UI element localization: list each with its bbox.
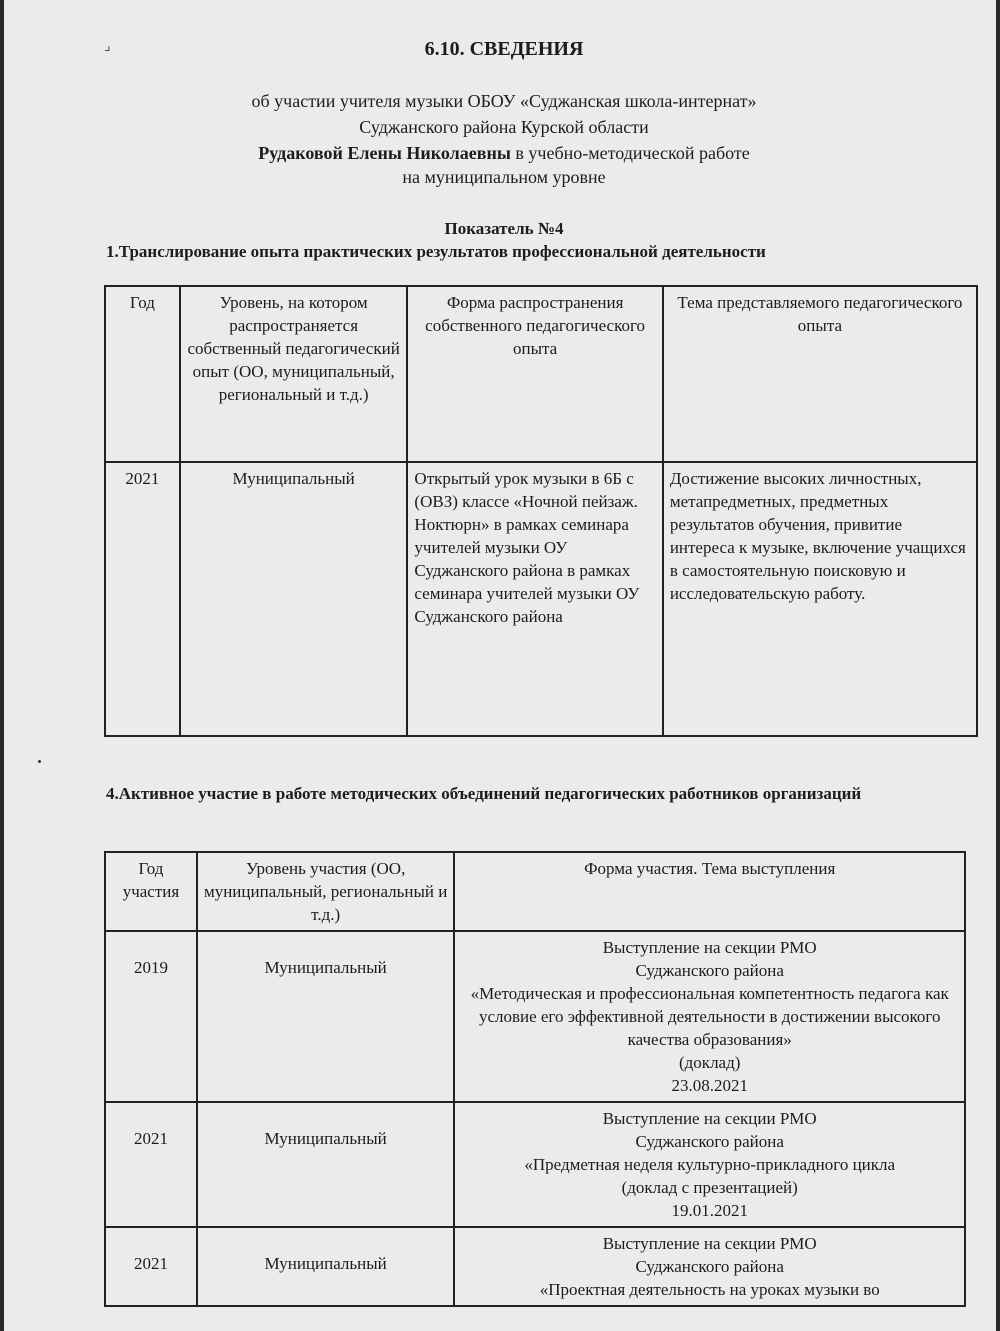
header-line-3-rest: в учебно-методической работе bbox=[510, 143, 750, 163]
t1-header-form: Форма распространения собственного педагогического опыта bbox=[407, 286, 662, 462]
t2-header-form: Форма участия. Тема выступления bbox=[454, 852, 965, 931]
t1-cell-year: 2021 bbox=[105, 462, 180, 736]
t2-cell-content: Выступление на секции РМО Суджанского района «Предметная неделя культурно-прикладного цикла (доклад с презентацией) 19.01.2021 bbox=[454, 1102, 965, 1227]
indicator-title: Показатель №4 bbox=[444, 219, 564, 238]
t1-cell-theme: Достижение высоких личностных, метапредметных, предметных результатов обучения, привитие интереса к музыке, включение учащихся в самостоятельную поисковую и исследовательскую работу. bbox=[663, 462, 977, 736]
t2-cell-content: Выступление на секции РМО Суджанского района «Проектная деятельность на уроках музыки во bbox=[454, 1227, 965, 1306]
document-title: 6.10. СВЕДЕНИЯ bbox=[424, 38, 584, 60]
document-page bbox=[4, 0, 996, 1331]
t2-header-year: Год участия bbox=[105, 852, 197, 931]
section-1-title: 1.Транслирование опыта практических результатов профессиональной деятельности bbox=[106, 242, 766, 261]
header-line-3 bbox=[4, 140, 996, 166]
t2-cell-level: Муниципальный bbox=[197, 931, 455, 1102]
header-line-4: на муниципальном уровне bbox=[402, 167, 606, 187]
t2-cell-content: Выступление на секции РМО Суджанского района «Методическая и профессиональная компетентность педагога как условие его эффективной деятельности в достижении высокого качества образования» (доклад) 23.08.2021 bbox=[454, 931, 965, 1102]
t1-cell-form: Открытый урок музыки в 6Б с (ОВЗ) классе «Ночной пейзаж. Ноктюрн» в рамках семинара учителей музыки ОУ Суджанского района в рамках семинара учителей музыки ОУ Суджанского района bbox=[407, 462, 662, 736]
table-1 bbox=[104, 285, 978, 737]
table-row bbox=[105, 1102, 965, 1227]
section-2-title: 4.Активное участие в работе методических объединений педагогических работников организаций bbox=[106, 784, 862, 803]
t2-cell-year: 2021 bbox=[105, 1227, 197, 1306]
stray-dot bbox=[38, 760, 41, 763]
table-row bbox=[105, 462, 977, 736]
t1-cell-level: Муниципальный bbox=[180, 462, 408, 736]
t2-cell-level: Муниципальный bbox=[197, 1102, 455, 1227]
t2-cell-level: Муниципальный bbox=[197, 1227, 455, 1306]
t1-header-theme: Тема представляемого педагогического опыта bbox=[663, 286, 977, 462]
t2-cell-year: 2019 bbox=[105, 931, 197, 1102]
table-1-header-row bbox=[105, 286, 977, 462]
table-2-header-row bbox=[105, 852, 965, 931]
corner-mark: ⌟ bbox=[104, 39, 111, 54]
t1-header-level: Уровень, на котором распространяется собственный педагогический опыт (ОО, муниципальный, региональный и т.д.) bbox=[180, 286, 408, 462]
table-2 bbox=[104, 851, 966, 1307]
t2-cell-year: 2021 bbox=[105, 1102, 197, 1227]
t1-header-year: Год bbox=[105, 286, 180, 462]
t2-header-level: Уровень участия (ОО, муниципальный, региональный и т.д.) bbox=[197, 852, 455, 931]
table-row bbox=[105, 1227, 965, 1306]
header-line-2: Суджанского района Курской области bbox=[359, 117, 649, 137]
table-row bbox=[105, 931, 965, 1102]
header-line-1: об участии учителя музыки ОБОУ «Суджанская школа-интернат» bbox=[251, 91, 757, 111]
teacher-name: Рудаковой Елены Николаевны bbox=[258, 143, 511, 163]
